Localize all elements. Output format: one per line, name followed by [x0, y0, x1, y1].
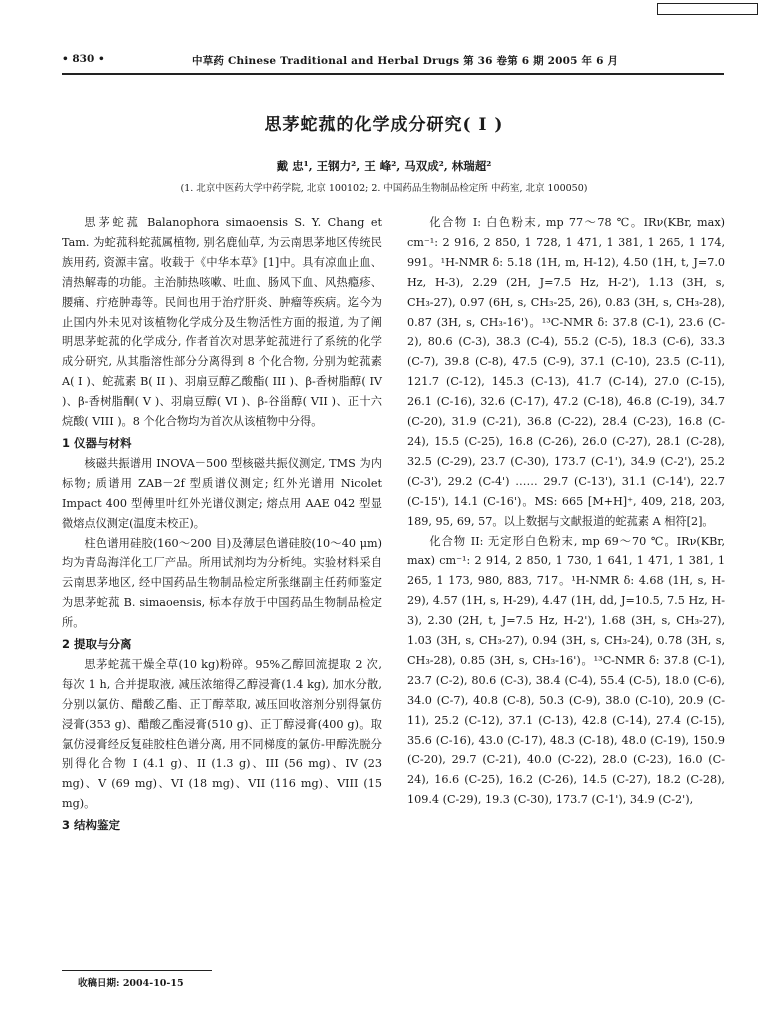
section-1-heading: 1 仪器与材料 [62, 435, 132, 450]
left-column [62, 213, 382, 836]
section-2-heading: 2 提取与分离 [62, 637, 132, 652]
section-1-paragraph-2: 柱色谱用硅胶(160～200 目)及薄层色谱硅胶(10～40 μm)均为青岛海洋化工厂产品。所用试剂均为分析纯。实验材料采自云南思茅地区, 经中国药品生物制品检定所张继副主任药师鉴定为思茅蛇菰 B. simaoensis, 标本存放于中国药品生物制品检定所。 [62, 536, 382, 630]
received-date-footnote: 收稿日期: 2004-10-15 [78, 978, 184, 989]
intro-paragraph: 思茅蛇菰 Balanophora simaoensis S. Y. Chang et Tam. 为蛇菰科蛇菰属植物, 别名鹿仙草, 为云南思茅地区传统民族用药, 资源丰富。收载于《中华本草》[1]中。具有凉血止血、清热解毒的功能。主治肺热咳嗽、吐血、肠风下血、风热瘾疹、腰痛、疔疮肿毒等。民间也用于治疗肝炎、肿瘤等疾病。迄今为止国内外未见对该植物化学成分及生物活性方面的报道, 为了阐明思茅蛇菰的化学成分, 作者首次对思茅蛇菰进行了系统的化学成分研究, 从其脂溶性部分分离得到 8 个化合物, 分别为蛇菰素 A( I )、蛇菰素 B( II )、羽扇豆醇乙酸酯( III )、β-香树脂醇( IV )、β-香树脂酮( V )、羽扇豆醇( VI )、β-谷甾醇( VII )、正十六烷酸( VIII )。8 个化合物均为首次从该植物中分得。 [62, 216, 382, 429]
footnote-rule [62, 970, 212, 971]
header-rule [62, 73, 724, 75]
author-list: 戴 忠¹, 王钢力², 王 峰², 马双成², 林瑞超² [276, 159, 492, 173]
compound-1-paragraph: 化合物 I: 白色粉末, mp 77～78 ℃。IRν(KBr, max) cm⁻¹: 2 916, 2 850, 1 728, 1 471, 1 381, 1 265, 1 174, 991。¹H-NMR δ: 5.18 (1H, m, H-12), 4.50 (1H, t, J=7.0 Hz, H-3), 2.29 (2H, J=7.5 Hz, H-2'), 1.13 (3H, s, CH₃-27), 0.97 (6H, s, CH₃-25, 26), 0.83 (3H, s, CH₃-28), 0.87 (3H, s, CH₃-16')。¹³C-NMR δ: 37.8 (C-1), 23.6 (C-2), 80.6 (C-3), 38.3 (C-4), 55.2 (C-5), 18.3 (C-6), 33.3 (C-7), 39.8 (C-8), 47.5 (C-9), 37.1 (C-10), 23.5 (C-11), 121.7 (C-12), 145.3 (C-13), 41.7 (C-14), 27.0 (C-15), 26.1 (C-16), 32.6 (C-17), 47.2 (C-18), 46.8 (C-19), 34.7 (C-20), 31.9 (C-21), 36.8 (C-22), 28.4 (C-23), 16.8 (C-24), 15.5 (C-25), 16.8 (C-26), 26.0 (C-27), 28.1 (C-28), 32.5 (C-29), 23.7 (C-30), 173.7 (C-1'), 34.9 (C-2'), 25.2 (C-3'), 29.2 (C-4') …… 29.7 (C-13'), 31.1 (C-14'), 22.7 (C-15'), 14.1 (C-16')。MS: 665 [M+H]⁺, 409, 218, 203, 189, 95, 69, 57。以上数据与文献报道的蛇菰素 A 相符[2]。 [407, 216, 725, 528]
affiliation: (1. 北京中医药大学中药学院, 北京 100102; 2. 中国药品生物制品检定所 中药室, 北京 100050) [180, 183, 588, 194]
article-title: 思茅蛇菰的化学成分研究( I ) [264, 115, 504, 135]
compound-2-paragraph: 化合物 II: 无定形白色粉末, mp 69～70 ℃。IRν(KBr, max) cm⁻¹: 2 914, 2 850, 1 730, 1 641, 1 471, 1 381, 1 265, 1 173, 980, 883, 717。¹H-NMR δ: 4.68 (1H, s, H-29), 4.57 (1H, s, H-29), 4.47 (1H, dd, J=10.5, 7.5 Hz, H-3), 2.30 (2H, t, J=7.5 Hz, H-2'), 1.68 (3H, s, CH₃-27), 1.03 (3H, s, CH₃-27), 0.94 (3H, s, CH₃-24), 0.78 (3H, s, CH₃-28), 0.85 (3H, s, CH₃-16')。¹³C-NMR δ: 37.8 (C-1), 23.7 (C-2), 80.6 (C-3), 38.4 (C-4), 55.4 (C-5), 18.0 (C-6), 34.0 (C-7), 40.8 (C-8), 50.3 (C-9), 38.0 (C-10), 20.9 (C-11), 25.2 (C-12), 37.1 (C-13), 42.8 (C-14), 27.4 (C-15), 35.6 (C-16), 43.0 (C-17), 48.3 (C-18), 48.0 (C-19), 150.9 (C-20), 29.7 (C-21), 40.0 (C-22), 28.0 (C-23), 16.0 (C-24), 16.6 (C-25), 16.2 (C-26), 14.5 (C-27), 18.2 (C-28), 109.4 (C-29), 19.3 (C-30), 173.7 (C-1'), 34.9 (C-2'), [407, 534, 725, 807]
section-1-paragraph-1: 核磁共振谱用 INOVA－500 型核磁共振仪测定, TMS 为内标物; 质谱用 ZAB－2f 型质谱仪测定; 红外光谱用 Nicolet Impact 400 型傅里叶红外光谱仪测定; 熔点用 AAE 042 型显微熔点仪测定(温度未校正)。 [62, 456, 382, 530]
right-column [407, 213, 725, 810]
section-2-paragraph-1: 思茅蛇菰干燥全草(10 kg)粉碎。95%乙醇回流提取 2 次, 每次 1 h, 合并提取液, 减压浓缩得乙醇浸膏(1.4 kg), 加水分散, 分别以氯仿、醋酸乙酯、正丁醇萃取, 减压回收溶剂分别得氯仿浸膏(353 g)、醋酸乙酯浸膏(510 g)、正丁醇浸膏(400 g)。取氯仿浸膏经反复硅胶柱色谱分离, 用不同梯度的氯仿-甲醇洗脱分别得化合物 I (4.1 g)、II (1.3 g)、III (56 mg)、IV (23 mg)、V (69 mg)、VI (18 mg)、VII (116 mg)、VIII (15 mg)。 [62, 657, 382, 811]
section-3-heading: 3 结构鉴定 [62, 818, 121, 833]
corner-box [657, 3, 758, 15]
journal-info: 中草药 Chinese Traditional and Herbal Drugs 第 36 卷第 6 期 2005 年 6 月 [192, 55, 619, 67]
page-number: • 830 • [62, 53, 105, 65]
